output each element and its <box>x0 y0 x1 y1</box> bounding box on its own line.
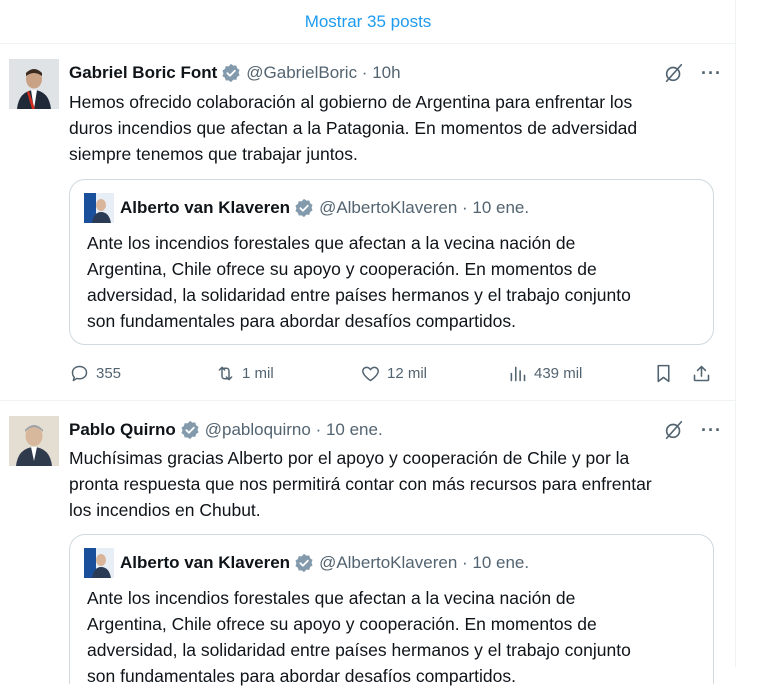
avatar[interactable] <box>9 59 59 109</box>
quoted-tweet-header <box>84 551 529 575</box>
quoted-text-line: Ante los incendios forestales que afectan a la vecina nación de <box>87 233 576 253</box>
repost-count: 1 mil <box>242 364 274 382</box>
verified-badge-icon <box>221 63 241 83</box>
quoted-text-line: Ante los incendios forestales que afectan a la vecina nación de <box>87 588 576 608</box>
views-count: 439 mil <box>534 364 583 382</box>
tweet-text-line: pronta respuesta que nos permitirá contar con más recursos para enfrentar <box>69 474 652 494</box>
verified-badge-icon <box>294 553 314 573</box>
quoted-text-line: son fundamentales para abordar desafíos compartidos. <box>87 311 517 331</box>
quoted-tweet-header <box>84 196 529 220</box>
quoted-text-line: son fundamentales para abordar desafíos compartidos. <box>87 666 517 686</box>
quoted-author-handle-time: @AlbertoKlaveren · 10 ene. <box>319 553 530 572</box>
quoted-text-line: adversidad, la solidaridad entre países hermanos y el trabajo conjunto <box>87 285 631 305</box>
views-icon <box>507 363 528 384</box>
tweet-text-line: los incendios en Chubut. <box>69 500 261 520</box>
repost-icon <box>215 363 236 384</box>
avatar[interactable] <box>9 416 59 466</box>
quoted-author-name[interactable]: Alberto van Klaveren <box>120 198 291 217</box>
tweet-text-line: Muchísimas gracias Alberto por el apoyo y cooperación de Chile y por la <box>69 448 630 468</box>
tweet-actions <box>69 361 716 385</box>
quoted-text-line: Argentina, Chile ofrece su apoyo y cooperación. En momentos de <box>87 614 597 634</box>
show-more-posts-button[interactable]: Mostrar 35 posts <box>0 0 736 44</box>
quoted-tweet-text <box>87 230 703 334</box>
tweet[interactable] <box>0 401 736 686</box>
quoted-author-name[interactable]: Alberto van Klaveren <box>120 553 291 572</box>
more-icon[interactable]: ··· <box>701 420 722 440</box>
tweet-text-line: Hemos ofrecido colaboración al gobierno de Argentina para enfrentar los <box>69 92 633 112</box>
reply-count: 355 <box>96 364 122 382</box>
quoted-text-line: adversidad, la solidaridad entre países hermanos y el trabajo conjunto <box>87 640 631 660</box>
author-handle-time[interactable]: @pabloquirno · 10 ene. <box>204 420 383 439</box>
tweet-text-line: duros incendios que afectan a la Patagonia. En momentos de adversidad <box>69 118 638 138</box>
grok-icon[interactable] <box>663 419 685 441</box>
bookmark-icon <box>653 363 674 384</box>
quoted-tweet-text <box>87 585 703 689</box>
quoted-avatar <box>84 193 114 223</box>
verified-badge-icon <box>180 420 200 440</box>
bookmark-button[interactable] <box>653 361 674 385</box>
reply-button[interactable] <box>69 361 121 385</box>
tweet-header <box>69 61 722 85</box>
share-icon <box>691 363 712 384</box>
quoted-author-handle-time: @AlbertoKlaveren · 10 ene. <box>319 198 530 217</box>
like-button[interactable] <box>360 361 427 385</box>
verified-badge-icon <box>294 198 314 218</box>
quoted-avatar <box>84 548 114 578</box>
reply-icon <box>69 363 90 384</box>
author-handle-time[interactable]: @GabrielBoric · 10h <box>246 63 401 82</box>
tweet-text <box>69 89 718 167</box>
author-name[interactable]: Gabriel Boric Font <box>69 63 218 82</box>
tweet-text <box>69 445 718 523</box>
share-button[interactable] <box>691 361 712 385</box>
grok-icon[interactable] <box>663 62 685 84</box>
views-button[interactable] <box>507 361 582 385</box>
author-name[interactable]: Pablo Quirno <box>69 420 176 439</box>
tweet-header <box>69 418 722 442</box>
like-icon <box>360 363 381 384</box>
tweet-text-line: siempre tenemos que trabajar juntos. <box>69 144 358 164</box>
like-count: 12 mil <box>387 364 428 382</box>
more-icon[interactable]: ··· <box>701 63 722 83</box>
repost-button[interactable] <box>215 361 274 385</box>
quoted-text-line: Argentina, Chile ofrece su apoyo y cooperación. En momentos de <box>87 259 597 279</box>
quoted-tweet[interactable] <box>69 534 714 684</box>
tweet[interactable] <box>0 44 736 401</box>
quoted-tweet[interactable] <box>69 179 714 345</box>
